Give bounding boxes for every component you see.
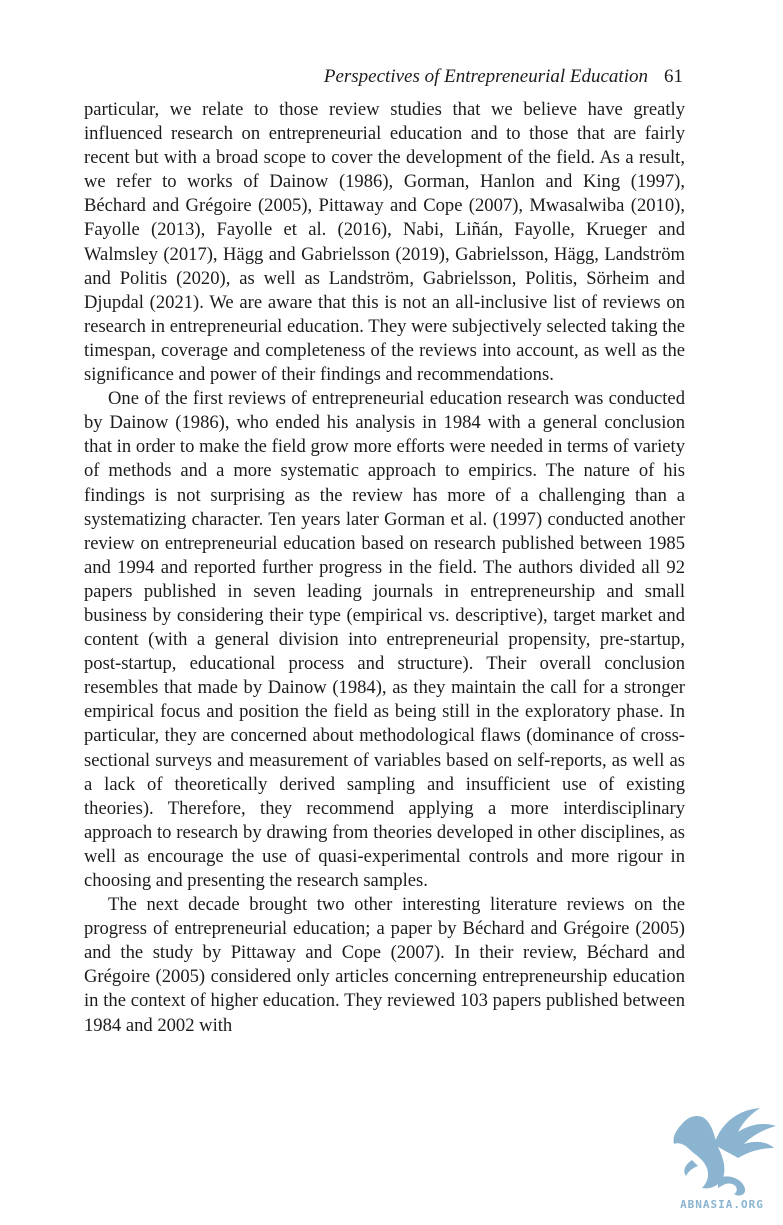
paragraph: The next decade brought two other interesting literature reviews on the progress of entrepreneurial education; a paper by Béchard and Grégoire (2005) and the study by Pittaway and Cope (2007). In their review, Béchard and Grégoire (2005) considered only articles concerning entrepreneurship education in the context of higher education. They reviewed 103 papers published between 1984 and 2002 with <box>84 894 685 1036</box>
body-text <box>84 98 685 1038</box>
page-number: 61 <box>664 66 683 87</box>
watermark-logo <box>664 1104 780 1222</box>
paragraph-continued: particular, we relate to those review studies that we believe have greatly influenced research on entrepreneurial education and to those that are fairly recent but with a broad scope to cover the development of the field. As a result, we refer to works of Dainow (1986), Gorman, Hanlon and King (1997), Béchard and Grégoire (2005), Pittaway and Cope (2007), Mwasalwiba (2010), Fayolle (2013), Fayolle et al. (2016), Nabi, Liñán, Fayolle, Krueger and Walmsley (2017), Hägg and Gabrielsson (2019), Gabrielsson, Hägg, Landström and Politis (2020), as well as Landström, Gabrielsson, Politis, Sörheim and Djupdal (2021). We are aware that this is not an all-inclusive list of reviews on research in entrepreneurial education. They were subjectively selected taking the timespan, coverage and completeness of the reviews into account, as well as the significance and power of their findings and recommendations. <box>84 99 685 386</box>
running-header <box>324 64 683 90</box>
paragraph: One of the first reviews of entrepreneurial education research was conducted by Dainow (1986), who ended his analysis in 1984 with a general conclusion that in order to make the field grow more efforts were needed in terms of variety of methods and a more systematic approach to empirics. The nature of his findings is not surprising as the review has more of a challenging than a systematizing character. Ten years later Gorman et al. (1997) conducted another review on entrepreneurial education based on research published between 1985 and 1994 and reported further progress in the field. The authors divided all 92 papers published in seven leading journals in entrepreneurship and small business by considering their type (empirical vs. descriptive), target market and content (with a general division into entrepreneurial propensity, pre-startup, post-startup, educational process and structure). Their overall conclusion resembles that made by Dainow (1984), as they maintain the call for a stronger empirical focus and position the field as being still in the exploratory phase. In particular, they are concerned about methodological flaws (dominance of cross-sectional surveys and measurement of variables based on self-reports, as well as a lack of theoretically derived sampling and insufficient use of existing theories). Therefore, they recommend applying a more interdisciplinary approach to research by drawing from theories developed in other disciplines, as well as encourage the use of quasi-experimental controls and more rigour in choosing and presenting the research samples. <box>84 388 685 891</box>
pegasus-icon <box>664 1104 780 1198</box>
running-title: Perspectives of Entrepreneurial Education <box>323 66 648 87</box>
watermark-text: ABNASIA.ORG <box>680 1198 764 1211</box>
